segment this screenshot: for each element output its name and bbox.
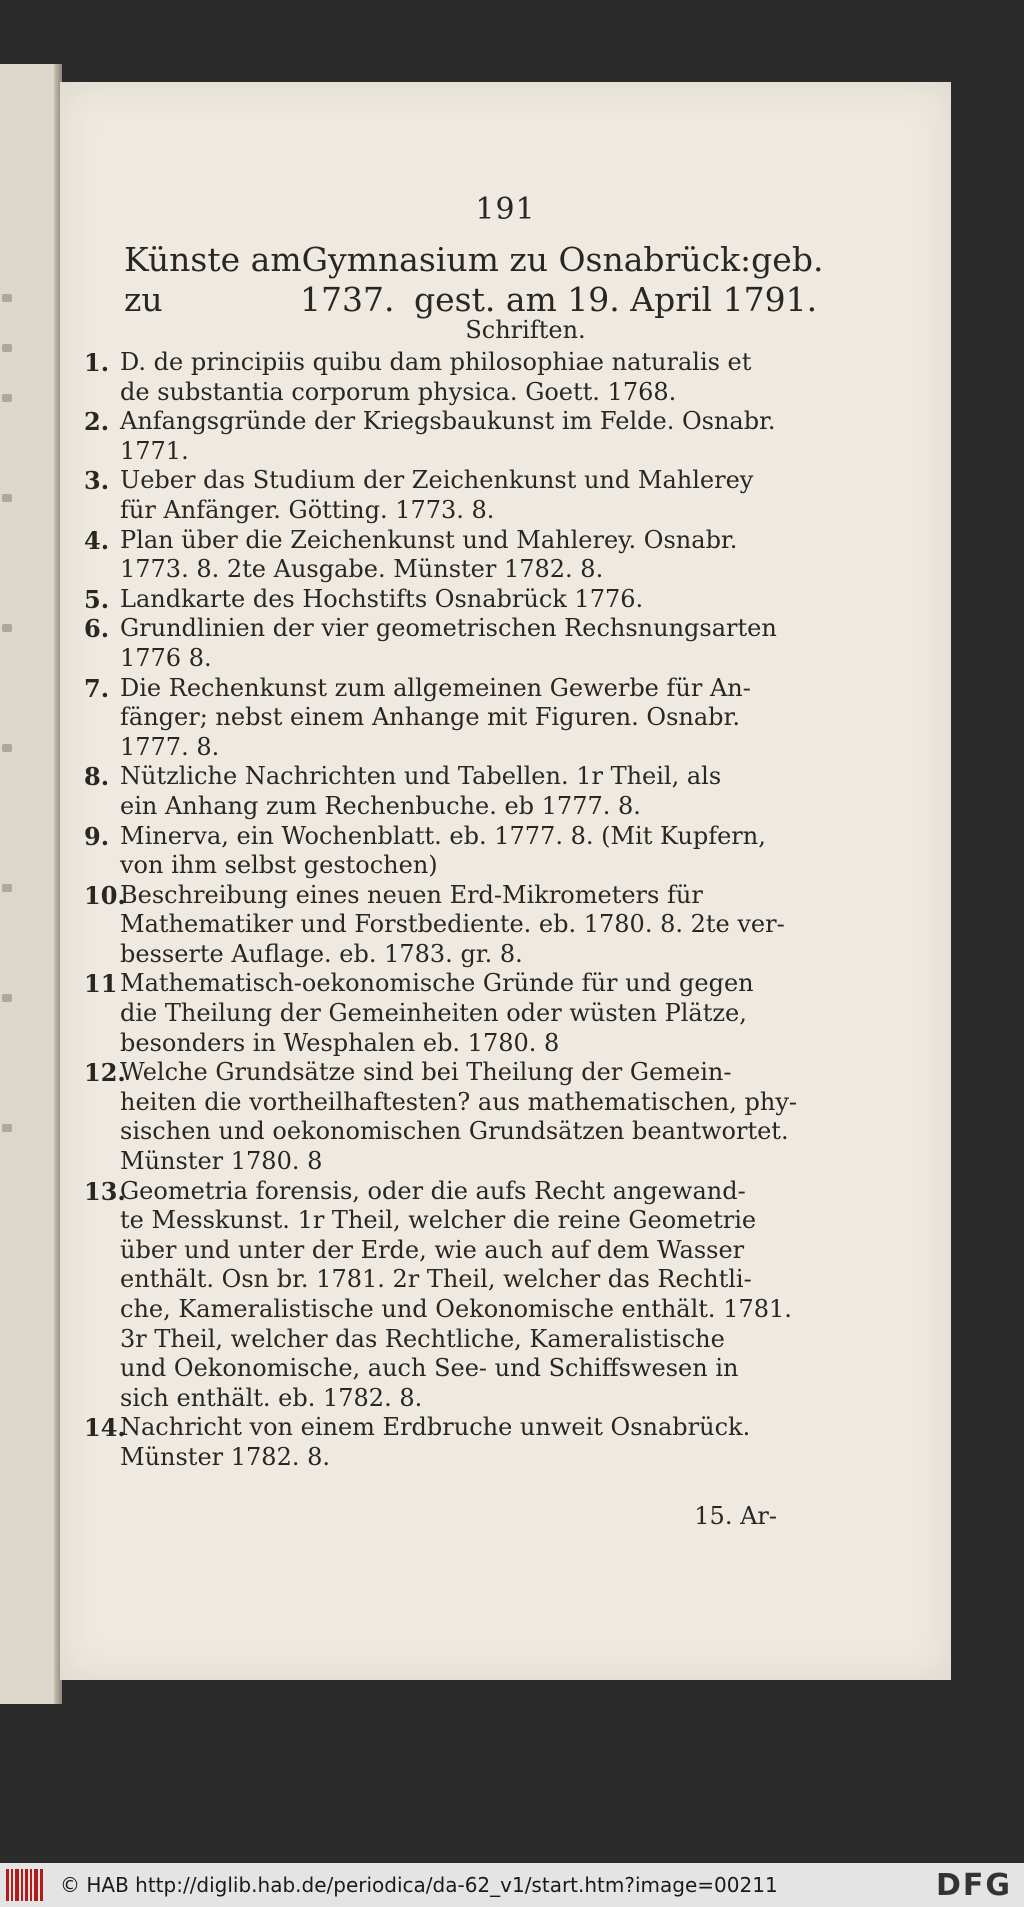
- section-title: Schriften.: [465, 316, 586, 344]
- bleed-through-mark: [2, 744, 12, 752]
- entry-text: Ueber das Studium der Zeichenkunst und Mahlerey für Anfänger. Götting. 1773. 8.: [120, 466, 754, 524]
- entry-text: Die Rechenkunst zum allgemeinen Gewerbe für An- fänger; nebst einem Anhange mit Figuren. Osnabr. 1777. 8.: [120, 673, 751, 761]
- entry-number: 7.: [84, 673, 110, 703]
- entry-text: Nützliche Nachrichten und Tabellen. 1r Theil, als ein Anhang zum Rechenbuche. eb 1777. 8.: [120, 762, 722, 820]
- list-item: [84, 1177, 824, 1414]
- list-item: [84, 762, 824, 821]
- bleed-through-mark: [2, 494, 12, 502]
- list-item: [84, 466, 824, 525]
- bibliography-list: [84, 348, 824, 1473]
- list-item: [84, 881, 824, 970]
- page-number: 191: [475, 192, 536, 227]
- heading-line-1: [124, 240, 824, 279]
- entry-number: 10.: [84, 880, 126, 910]
- entry-number: 3.: [84, 466, 110, 496]
- list-item: [84, 585, 824, 615]
- entry-text: Plan über die Zeichenkunst und Mahlerey. Osnabr. 1773. 8. 2te Ausgabe. Münster 1782. 8.: [120, 525, 738, 584]
- entry-text: Grundlinien der vier geometrischen Rechsnungsarten 1776 8.: [120, 614, 777, 672]
- entry-number: 12.: [84, 1058, 126, 1088]
- entry-number: 11: [84, 969, 118, 999]
- entry-number: 4.: [84, 525, 110, 555]
- list-item: [84, 822, 824, 881]
- heading-text: Gymnasium zu Osnabrück:: [301, 240, 752, 279]
- list-item: [84, 969, 824, 1058]
- entry-number: 14.: [84, 1413, 126, 1443]
- dfg-logo: DFG: [935, 1867, 1012, 1903]
- book-page: [60, 82, 951, 1680]
- entry-text: Beschreibung eines neuen Erd-Mikrometers für Mathematiker und Forstbediente. eb. 1780. 8. 2te ver- besserte Auflage. eb. 1783. gr. 8.: [120, 880, 785, 968]
- list-item: [84, 526, 824, 585]
- bleed-through-mark: [2, 884, 12, 892]
- bleed-through-mark: [2, 294, 12, 302]
- list-item: [84, 1058, 824, 1176]
- entry-number: 8.: [84, 762, 110, 792]
- list-item: [84, 1413, 824, 1472]
- bleed-through-mark: [2, 624, 12, 632]
- bleed-through-mark: [2, 1124, 12, 1132]
- entry-text: Welche Grundsätze sind bei Theilung der Gemein- heiten die vortheilhaftesten? aus mathematischen, phy- sischen und oekonomischen Grundsätzen beantwortet. Münster 1780. 8: [120, 1058, 797, 1176]
- list-item: [84, 348, 824, 407]
- bleed-through-mark: [2, 994, 12, 1002]
- entry-number: 5.: [84, 584, 110, 614]
- entry-number: 6.: [84, 614, 110, 644]
- entry-number: 1.: [84, 348, 110, 377]
- heading-text: 1737.: [300, 280, 395, 319]
- list-item: [84, 674, 824, 763]
- heading-text: zu: [124, 280, 163, 319]
- source-link[interactable]: © HAB http://diglib.hab.de/periodica/da-62_v1/start.htm?image=00211: [60, 1873, 778, 1897]
- entry-text: Nachricht von einem Erdbruche unweit Osnabrück. Münster 1782. 8.: [120, 1413, 751, 1471]
- bleed-through-mark: [2, 344, 12, 352]
- heading-line-2: [124, 280, 818, 319]
- heading-text: gest. am 19. April 1791.: [414, 280, 818, 319]
- bleed-through-mark: [2, 394, 12, 402]
- barcode-icon: [6, 1869, 50, 1901]
- heading-text: geb.: [751, 240, 824, 279]
- list-item: [84, 407, 824, 466]
- entry-number: 9.: [84, 821, 110, 851]
- viewer-footer: [0, 1863, 1024, 1907]
- entry-text: D. de principiis quibu dam philosophiae naturalis et de substantia corporum physica. Goett. 1768.: [120, 348, 752, 406]
- heading-text: Künste am: [124, 240, 302, 279]
- entry-text: Geometria forensis, oder die aufs Recht angewand- te Messkunst. 1r Theil, welcher die reine Geometrie über und unter der Erde, wie auch auf dem Wasser enthält. Osn br. 1781. 2r Theil, welcher das Rechtli- che, Kameralistische und Oekonomische enthält. 1781. 3r Theil, welcher das Rechtliche, Kameralistische und Oekonomische, auch See- und Schiffswesen in sich enthält. eb. 1782. 8.: [120, 1176, 792, 1412]
- entry-text: Landkarte des Hochstifts Osnabrück 1776.: [120, 584, 644, 613]
- entry-number: 13.: [84, 1176, 126, 1206]
- entry-text: Anfangsgründe der Kriegsbaukunst im Felde. Osnabr. 1771.: [120, 407, 776, 465]
- entry-text: Minerva, ein Wochenblatt. eb. 1777. 8. (Mit Kupfern, von ihm selbst gestochen): [120, 821, 766, 880]
- facing-page-edge: [0, 64, 62, 1704]
- catchword: 15. Ar-: [694, 1502, 777, 1530]
- entry-text: Mathematisch-oekonomische Gründe für und gegen die Theilung der Gemeinheiten oder wüsten Plätze, besonders in Wesphalen eb. 1780. 8: [120, 969, 754, 1057]
- entry-number: 2.: [84, 407, 110, 437]
- list-item: [84, 614, 824, 673]
